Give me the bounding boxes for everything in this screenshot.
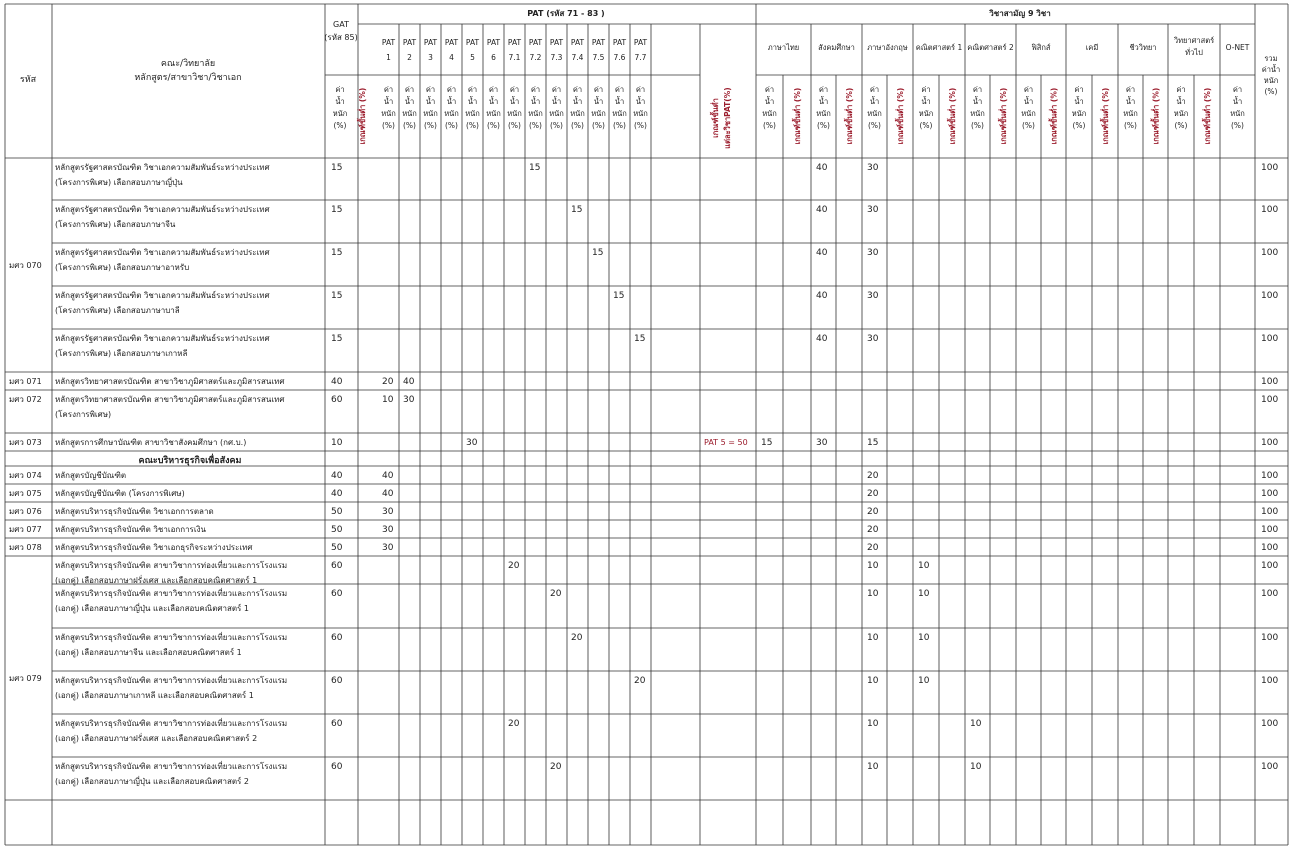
program-name-cont: (เอกคู่) เลือกสอบภาษาฝรั่งเศส และเลือกสอบคณิตศาสตร์ 1 bbox=[55, 576, 258, 585]
pat-weight: 30 bbox=[382, 543, 394, 553]
gat-weight: 60 bbox=[331, 395, 343, 405]
program-name: หลักสูตรบริหารธุรกิจบัณฑิต วิชาเอกธุรกิจระหว่างประเทศ bbox=[55, 543, 253, 552]
pat-col-header: 1 bbox=[386, 53, 391, 62]
pat-weight-label: หนัก bbox=[633, 109, 648, 118]
pat-weight-label: น้ำ bbox=[446, 97, 457, 106]
total-weight: 100 bbox=[1261, 762, 1279, 772]
program-name-cont: (เอกคู่) เลือกสอบภาษาญี่ปุ่น และเลือกสอบคณิตศาสตร์ 1 bbox=[55, 604, 249, 613]
min-pat-header: แต่ละวิชาPAT(%) bbox=[723, 87, 732, 149]
total-weight: 100 bbox=[1261, 163, 1279, 173]
subject-weight: 10 bbox=[867, 561, 879, 571]
pat-col-header: PAT bbox=[423, 38, 438, 47]
subject-weight-label: น้ำ bbox=[1125, 97, 1136, 106]
pat-weight-label: หนัก bbox=[381, 109, 396, 118]
code-header: รหัส bbox=[19, 75, 37, 85]
subject-weight: 10 bbox=[918, 676, 930, 686]
total-weight: 100 bbox=[1261, 489, 1279, 499]
onet-weight-label: น้ำ bbox=[1232, 97, 1243, 106]
pat-col-header: 7.6 bbox=[613, 53, 626, 62]
subject-weight-label: ค่า bbox=[1023, 85, 1034, 94]
program-name-cont: (โครงการพิเศษ) เลือกสอบภาษาอาหรับ bbox=[55, 263, 190, 272]
subject-weight-label: (%) bbox=[919, 121, 933, 130]
program-name: หลักสูตรรัฐศาสตรบัณฑิต วิชาเอกความสัมพันธ์ระหว่างประเทศ bbox=[55, 205, 270, 214]
subject-weight: 40 bbox=[816, 205, 828, 215]
pat-weight-label: หนัก bbox=[444, 109, 459, 118]
subject-weight: 10 bbox=[970, 719, 982, 729]
subject-weight-label: (%) bbox=[1072, 121, 1086, 130]
subject-header: ภาษาอังกฤษ bbox=[867, 43, 908, 52]
pat-weight-label: น้ำ bbox=[488, 97, 499, 106]
pat-col-header: PAT bbox=[381, 38, 396, 47]
gat-weight: 40 bbox=[331, 471, 343, 481]
subject-weight: 10 bbox=[970, 762, 982, 772]
subject-weight: 15 bbox=[761, 438, 773, 448]
subject-weight-label: หนัก bbox=[970, 109, 985, 118]
subject-weight: 10 bbox=[867, 633, 879, 643]
pat-weight: 40 bbox=[382, 471, 394, 481]
subject-weight-label: (%) bbox=[817, 121, 830, 130]
subject-header: คณิตศาสตร์ 1 bbox=[915, 43, 963, 52]
program-name-cont: (โครงการพิเศษ) เลือกสอบภาษาจีน bbox=[55, 220, 176, 229]
subject-weight-label: ค่า bbox=[1074, 85, 1084, 94]
gat-min-label: เกณฑ์ขั้นต่ำ (%) bbox=[358, 87, 367, 145]
subject-weight-label: น้ำ bbox=[1176, 97, 1186, 106]
total-weight: 100 bbox=[1261, 471, 1279, 481]
program-name-cont: (โครงการพิเศษ) เลือกสอบภาษาบาลี bbox=[55, 306, 180, 315]
pat-weight-label: (%) bbox=[571, 121, 584, 130]
gat-header: GAT bbox=[333, 20, 349, 29]
pat-col-header: PAT bbox=[528, 38, 543, 47]
pat-weight-label: (%) bbox=[634, 121, 647, 130]
gat-code-header: (รหัส 85) bbox=[324, 33, 358, 42]
subject-weight-label: น้ำ bbox=[869, 97, 880, 106]
program-name: หลักสูตรรัฐศาสตรบัณฑิต วิชาเอกความสัมพันธ์ระหว่างประเทศ bbox=[55, 334, 270, 343]
pat-col-header: PAT bbox=[633, 38, 648, 47]
subject-weight-label: หนัก bbox=[1021, 109, 1036, 118]
subject-weight: 40 bbox=[816, 248, 828, 258]
faculty-header: คณะ/วิทยาลัย bbox=[160, 59, 216, 69]
program-name-cont: (เอกคู่) เลือกสอบภาษาจีน และเลือกสอบคณิตศาสตร์ 1 bbox=[55, 648, 242, 657]
subject-weight: 30 bbox=[816, 438, 828, 448]
pat-weight: 20 bbox=[550, 589, 562, 599]
onet-weight-label: ค่า bbox=[1232, 85, 1243, 94]
pat-weight-label: ค่า bbox=[614, 85, 625, 94]
gat-weight: 60 bbox=[331, 589, 343, 599]
subject-weight-label: ค่า bbox=[764, 85, 775, 94]
gat-weight: 60 bbox=[331, 762, 343, 772]
pat-col-header: 7.2 bbox=[529, 53, 542, 62]
pat-weight: 20 bbox=[571, 633, 583, 643]
pat-weight: 20 bbox=[382, 377, 394, 387]
program-name: หลักสูตรวิทยาศาสตรบัณฑิต สาขาวิชาภูมิศาสตร์และภูมิสารสนเทศ bbox=[55, 377, 285, 386]
subject-weight: 10 bbox=[918, 589, 930, 599]
program-name: หลักสูตรบริหารธุรกิจบัณฑิต สาขาวิชาการท่องเที่ยวและการโรงแรม bbox=[55, 719, 288, 728]
subject-weight: 20 bbox=[867, 525, 879, 535]
subject-min-label: เกณฑ์ขั้นต่ำ (%) bbox=[999, 87, 1008, 145]
pat-col-header: PAT bbox=[402, 38, 417, 47]
total-weight: 100 bbox=[1261, 507, 1279, 517]
subject-weight: 10 bbox=[918, 633, 930, 643]
pat-weight-label: น้ำ bbox=[467, 97, 478, 106]
total-weight: 100 bbox=[1261, 334, 1279, 344]
program-code: มศว 076 bbox=[9, 507, 42, 516]
program-name: หลักสูตรรัฐศาสตรบัณฑิต วิชาเอกความสัมพันธ์ระหว่างประเทศ bbox=[55, 248, 270, 257]
total-header: (%) bbox=[1264, 87, 1278, 96]
subject-weight-label: น้ำ bbox=[818, 97, 829, 106]
subject-weight-label: ค่า bbox=[818, 85, 829, 94]
pat-weight-label: ค่า bbox=[593, 85, 604, 94]
pat-weight-label: ค่า bbox=[446, 85, 457, 94]
program-name-cont: (โครงการพิเศษ) bbox=[55, 410, 112, 419]
min-pat-value: PAT 5 = 50 bbox=[704, 438, 748, 447]
pat-weight-label: (%) bbox=[592, 121, 605, 130]
total-weight: 100 bbox=[1261, 525, 1279, 535]
onet-weight-label: (%) bbox=[1231, 121, 1244, 130]
pat-col-header: PAT bbox=[465, 38, 480, 47]
pat-weight: 30 bbox=[403, 395, 415, 405]
pat-weight-label: ค่า bbox=[425, 85, 436, 94]
pat-weight: 30 bbox=[382, 525, 394, 535]
pat-group-header: PAT (รหัส 71 - 83 ) bbox=[527, 9, 605, 18]
total-weight: 100 bbox=[1261, 543, 1279, 553]
subject-weight-label: ค่า bbox=[972, 85, 983, 94]
pat-weight-label: ค่า bbox=[572, 85, 583, 94]
pat-weight-label: ค่า bbox=[530, 85, 541, 94]
subject-weight-label: หนัก bbox=[762, 109, 777, 118]
pat-col-header: 3 bbox=[428, 53, 433, 62]
subject-weight-label: หนัก bbox=[1071, 109, 1087, 118]
program-name: หลักสูตรบริหารธุรกิจบัณฑิต สาขาวิชาการท่องเที่ยวและการโรงแรม bbox=[55, 676, 288, 685]
subject-header: ภาษาไทย bbox=[767, 43, 800, 52]
program-code: มศว 075 bbox=[9, 489, 42, 498]
gat-weight: 15 bbox=[331, 163, 343, 173]
subject-weight-label: หนัก bbox=[867, 109, 882, 118]
pat-col-header: 6 bbox=[491, 53, 496, 62]
total-weight: 100 bbox=[1261, 633, 1279, 643]
pat-weight: 20 bbox=[634, 676, 646, 686]
pat-weight: 15 bbox=[592, 248, 604, 258]
pat-weight-label: น้ำ bbox=[593, 97, 604, 106]
pat-weight-label: (%) bbox=[382, 121, 395, 130]
program-name: หลักสูตรบริหารธุรกิจบัณฑิต สาขาวิชาการท่องเที่ยวและการโรงแรม bbox=[55, 589, 288, 598]
pat-col-header: 7.3 bbox=[550, 53, 563, 62]
gat-weight: 15 bbox=[331, 205, 343, 215]
total-weight: 100 bbox=[1261, 719, 1279, 729]
pat-col-header: 5 bbox=[470, 53, 475, 62]
subject-weight: 10 bbox=[867, 762, 879, 772]
program-name: หลักสูตรบริหารธุรกิจบัณฑิต สาขาวิชาการท่องเที่ยวและการโรงแรม bbox=[55, 561, 288, 570]
gat-weight-label: (%) bbox=[333, 121, 347, 130]
program-code: มศว 072 bbox=[9, 395, 42, 404]
program-name: หลักสูตรการศึกษาบัณฑิต สาขาวิชาสังคมศึกษา (กศ.บ.) bbox=[55, 438, 247, 447]
pat-weight-label: ค่า bbox=[509, 85, 520, 94]
subject-weight: 40 bbox=[816, 163, 828, 173]
subject-weight-label: (%) bbox=[1174, 121, 1188, 130]
subject-weight-label: (%) bbox=[1022, 121, 1035, 130]
program-name: หลักสูตรรัฐศาสตรบัณฑิต วิชาเอกความสัมพันธ์ระหว่างประเทศ bbox=[55, 291, 270, 300]
program-name: หลักสูตรวิทยาศาสตรบัณฑิต สาขาวิชาภูมิศาสตร์และภูมิสารสนเทศ bbox=[55, 395, 285, 404]
pat-col-header: PAT bbox=[507, 38, 522, 47]
pat-col-header: 7.4 bbox=[571, 53, 584, 62]
subject-header: สังคมศึกษา bbox=[818, 43, 855, 52]
gat-weight: 15 bbox=[331, 334, 343, 344]
subject-weight-label: น้ำ bbox=[764, 97, 775, 106]
pat-col-header: PAT bbox=[591, 38, 606, 47]
pat-weight: 40 bbox=[403, 377, 415, 387]
pat-weight-label: (%) bbox=[424, 121, 437, 130]
gat-weight: 15 bbox=[331, 291, 343, 301]
subjects-group-header: วิชาสามัญ 9 วิชา bbox=[989, 9, 1051, 18]
subject-weight-label: ค่า bbox=[1176, 85, 1186, 94]
pat-col-header: PAT bbox=[486, 38, 501, 47]
subject-weight: 10 bbox=[918, 561, 930, 571]
pat-weight-label: (%) bbox=[613, 121, 626, 130]
gat-weight: 40 bbox=[331, 377, 343, 387]
subject-weight-label: หนัก bbox=[918, 109, 934, 118]
subject-header: ฟิสิกส์ bbox=[1031, 43, 1051, 52]
subject-weight: 30 bbox=[867, 334, 879, 344]
subject-weight-label: หนัก bbox=[1123, 109, 1138, 118]
subject-header: เคมี bbox=[1085, 43, 1099, 52]
subject-min-label: เกณฑ์ขั้นต่ำ (%) bbox=[948, 87, 957, 145]
pat-weight: 20 bbox=[550, 762, 562, 772]
gat-weight: 60 bbox=[331, 561, 343, 571]
total-weight: 100 bbox=[1261, 205, 1279, 215]
pat-weight-label: (%) bbox=[403, 121, 416, 130]
pat-weight: 15 bbox=[571, 205, 583, 215]
subject-weight-label: น้ำ bbox=[921, 97, 931, 106]
program-name: หลักสูตรบัญชีบัณฑิต (โครงการพิเศษ) bbox=[55, 489, 185, 498]
pat-weight-label: หนัก bbox=[528, 109, 543, 118]
pat-weight-label: หนัก bbox=[549, 109, 564, 118]
subject-weight: 40 bbox=[816, 291, 828, 301]
subject-weight: 10 bbox=[867, 676, 879, 686]
pat-col-header: 7.5 bbox=[592, 53, 605, 62]
pat-weight-label: น้ำ bbox=[572, 97, 583, 106]
pat-weight: 15 bbox=[613, 291, 625, 301]
total-weight: 100 bbox=[1261, 438, 1279, 448]
pat-weight-label: (%) bbox=[508, 121, 521, 130]
subject-header: วิทยาศาสตร์ bbox=[1173, 36, 1215, 45]
gat-weight: 60 bbox=[331, 719, 343, 729]
program-code: มศว 077 bbox=[9, 525, 42, 534]
subject-weight: 40 bbox=[816, 334, 828, 344]
gat-weight-label: หนัก bbox=[332, 109, 348, 118]
pat-weight-label: หนัก bbox=[402, 109, 417, 118]
subject-weight-label: ค่า bbox=[869, 85, 880, 94]
subject-weight: 15 bbox=[867, 438, 879, 448]
subject-header: ชีววิทยา bbox=[1129, 43, 1157, 52]
subject-weight-label: (%) bbox=[868, 121, 881, 130]
pat-weight-label: ค่า bbox=[383, 85, 394, 94]
pat-weight-label: หนัก bbox=[423, 109, 438, 118]
subject-min-label: เกณฑ์ขั้นต่ำ (%) bbox=[1049, 87, 1059, 145]
pat-weight: 30 bbox=[466, 438, 478, 448]
program-name: หลักสูตรรัฐศาสตรบัณฑิต วิชาเอกความสัมพันธ์ระหว่างประเทศ bbox=[55, 163, 270, 172]
program-code: มศว 073 bbox=[9, 438, 42, 447]
program-name-cont: (เอกคู่) เลือกสอบภาษาฝรั่งเศส และเลือกสอบคณิตศาสตร์ 2 bbox=[55, 734, 258, 743]
subject-weight: 10 bbox=[867, 589, 879, 599]
pat-weight: 20 bbox=[508, 719, 520, 729]
subject-weight-label: (%) bbox=[1124, 121, 1137, 130]
gat-weight: 60 bbox=[331, 633, 343, 643]
pat-weight: 10 bbox=[382, 395, 394, 405]
program-header: หลักสูตร/สาขาวิชา/วิชาเอก bbox=[134, 73, 242, 83]
pat-weight-label: (%) bbox=[529, 121, 542, 130]
subject-weight: 30 bbox=[867, 248, 879, 258]
subject-weight-label: น้ำ bbox=[1023, 97, 1034, 106]
subject-header: O-NET bbox=[1225, 43, 1250, 52]
subject-weight-label: ค่า bbox=[921, 85, 931, 94]
pat-col-header: PAT bbox=[612, 38, 627, 47]
gat-weight: 10 bbox=[331, 438, 343, 448]
program-name: หลักสูตรบริหารธุรกิจบัณฑิต สาขาวิชาการท่องเที่ยวและการโรงแรม bbox=[55, 762, 288, 771]
program-name: หลักสูตรบริหารธุรกิจบัณฑิต วิชาเอกการเงิน bbox=[55, 525, 206, 534]
gat-weight: 60 bbox=[331, 676, 343, 686]
pat-col-header: 2 bbox=[407, 53, 412, 62]
program-name-cont: (เอกคู่) เลือกสอบภาษาเกาหลี และเลือกสอบคณิตศาสตร์ 1 bbox=[55, 691, 254, 700]
gat-weight: 50 bbox=[331, 525, 343, 535]
total-header: หนัก bbox=[1263, 76, 1279, 85]
pat-weight-label: น้ำ bbox=[425, 97, 436, 106]
subject-weight: 10 bbox=[867, 719, 879, 729]
pat-weight: 15 bbox=[529, 163, 541, 173]
total-weight: 100 bbox=[1261, 291, 1279, 301]
subject-weight-label: หนัก bbox=[1173, 109, 1189, 118]
pat-weight-label: ค่า bbox=[467, 85, 478, 94]
subject-weight: 30 bbox=[867, 163, 879, 173]
pat-col-header: PAT bbox=[549, 38, 564, 47]
subject-min-label: เกณฑ์ขั้นต่ำ (%) bbox=[1101, 87, 1110, 145]
program-code: มศว 074 bbox=[9, 471, 42, 480]
pat-weight-label: (%) bbox=[445, 121, 458, 130]
pat-weight-label: หนัก bbox=[465, 109, 480, 118]
total-weight: 100 bbox=[1261, 377, 1279, 387]
pat-weight: 20 bbox=[508, 561, 520, 571]
pat-weight-label: หนัก bbox=[507, 109, 522, 118]
subject-weight: 20 bbox=[867, 471, 879, 481]
pat-weight-label: ค่า bbox=[635, 85, 646, 94]
pat-col-header: 7.1 bbox=[508, 53, 521, 62]
pat-col-header: 4 bbox=[449, 53, 454, 62]
pat-weight-label: น้ำ bbox=[635, 97, 646, 106]
total-weight: 100 bbox=[1261, 395, 1279, 405]
gat-weight: 50 bbox=[331, 543, 343, 553]
pat-weight-label: หนัก bbox=[591, 109, 606, 118]
subject-weight: 30 bbox=[867, 205, 879, 215]
pat-weight-label: หนัก bbox=[570, 109, 585, 118]
pat-col-header: PAT bbox=[570, 38, 585, 47]
subject-weight-label: (%) bbox=[763, 121, 776, 130]
pat-weight: 15 bbox=[634, 334, 646, 344]
subject-header: คณิตศาสตร์ 2 bbox=[967, 43, 1014, 52]
program-code-merged: มศว 070 bbox=[9, 261, 42, 270]
subject-weight: 20 bbox=[867, 507, 879, 517]
subject-weight-label: น้ำ bbox=[1074, 97, 1084, 106]
pat-weight-label: น้ำ bbox=[551, 97, 562, 106]
pat-weight-label: น้ำ bbox=[614, 97, 625, 106]
subject-weight-label: (%) bbox=[971, 121, 984, 130]
subject-header: ทั่วไป bbox=[1185, 48, 1203, 57]
subject-weight-label: น้ำ bbox=[972, 97, 983, 106]
gat-weight: 40 bbox=[331, 489, 343, 499]
total-weight: 100 bbox=[1261, 248, 1279, 258]
pat-weight-label: (%) bbox=[466, 121, 479, 130]
total-weight: 100 bbox=[1261, 676, 1279, 686]
pat-weight-label: ค่า bbox=[488, 85, 499, 94]
total-weight: 100 bbox=[1261, 561, 1279, 571]
onet-weight-label: หนัก bbox=[1230, 109, 1245, 118]
program-name: หลักสูตรบัญชีบัณฑิต bbox=[55, 471, 127, 480]
gat-weight: 50 bbox=[331, 507, 343, 517]
program-code-merged: มศว 079 bbox=[9, 674, 42, 683]
gat-weight-label: ค่า bbox=[335, 85, 345, 94]
subject-weight: 20 bbox=[867, 543, 879, 553]
total-header: รวม bbox=[1264, 54, 1278, 63]
pat-weight-label: ค่า bbox=[404, 85, 415, 94]
subject-weight-label: ค่า bbox=[1125, 85, 1136, 94]
gat-weight-label: น้ำ bbox=[335, 97, 345, 106]
program-name-cont: (โครงการพิเศษ) เลือกสอบภาษาญี่ปุ่น bbox=[55, 178, 183, 187]
program-name-cont: (เอกคู่) เลือกสอบภาษาญี่ปุ่น และเลือกสอบคณิตศาสตร์ 2 bbox=[55, 777, 249, 786]
program-name: หลักสูตรบริหารธุรกิจบัณฑิต วิชาเอกการตลาด bbox=[55, 507, 214, 516]
subject-min-label: เกณฑ์ขั้นต่ำ (%) bbox=[1151, 87, 1161, 145]
program-code: มศว 071 bbox=[9, 377, 42, 386]
pat-weight-label: น้ำ bbox=[509, 97, 520, 106]
program-name-cont: (โครงการพิเศษ) เลือกสอบภาษาเกาหลี bbox=[55, 349, 188, 358]
subject-min-label: เกณฑ์ขั้นต่ำ (%) bbox=[845, 87, 854, 145]
pat-weight-label: ค่า bbox=[551, 85, 562, 94]
program-code: มศว 078 bbox=[9, 543, 42, 552]
pat-weight-label: หนัก bbox=[486, 109, 501, 118]
total-weight: 100 bbox=[1261, 589, 1279, 599]
pat-weight-label: น้ำ bbox=[383, 97, 394, 106]
total-header: ค่าน้ำ bbox=[1261, 65, 1281, 74]
subject-min-label: เกณฑ์ขั้นต่ำ (%) bbox=[896, 87, 905, 145]
subject-min-label: เกณฑ์ขั้นต่ำ (%) bbox=[1203, 87, 1212, 145]
pat-weight: 30 bbox=[382, 507, 394, 517]
subject-min-label: เกณฑ์ขั้นต่ำ (%) bbox=[793, 87, 802, 145]
min-pat-header: เกณฑ์ขั้นต่ำ bbox=[711, 98, 720, 138]
section-heading: คณะบริหารธุรกิจเพื่อสังคม bbox=[138, 456, 242, 466]
subject-weight: 20 bbox=[867, 489, 879, 499]
subject-weight-label: หนัก bbox=[816, 109, 831, 118]
pat-weight-label: หนัก bbox=[612, 109, 627, 118]
pat-col-header: PAT bbox=[444, 38, 459, 47]
pat-col-header: 7.7 bbox=[634, 53, 647, 62]
subject-weight: 30 bbox=[867, 291, 879, 301]
pat-weight-label: น้ำ bbox=[404, 97, 415, 106]
pat-weight-label: น้ำ bbox=[530, 97, 541, 106]
pat-weight-label: (%) bbox=[487, 121, 500, 130]
gat-weight: 15 bbox=[331, 248, 343, 258]
pat-weight-label: (%) bbox=[550, 121, 563, 130]
program-name: หลักสูตรบริหารธุรกิจบัณฑิต สาขาวิชาการท่องเที่ยวและการโรงแรม bbox=[55, 633, 288, 642]
pat-weight: 40 bbox=[382, 489, 394, 499]
